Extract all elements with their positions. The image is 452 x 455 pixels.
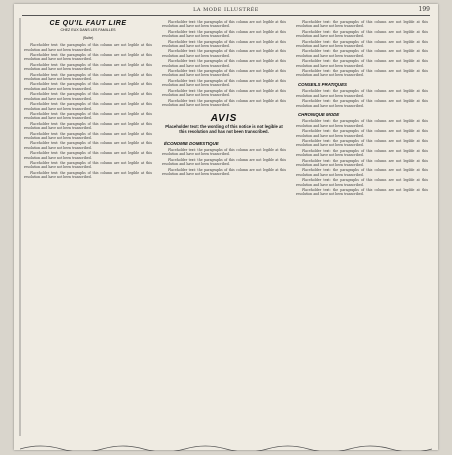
paragraph: Placeholder text: the paragraphs of this column are not legible at this resolution and have not been transcribed. — [24, 82, 152, 91]
paragraph: Placeholder text: the paragraphs of this column are not legible at this resolution and have not been transcribed. — [162, 49, 286, 58]
paragraph: Placeholder text: the paragraphs of this column are not legible at this resolution and have not been transcribed. — [24, 53, 152, 62]
paragraph: Placeholder text: the paragraphs of this column are not legible at this resolution and have not been transcribed. — [296, 20, 428, 29]
paragraph: Placeholder text: the paragraphs of this column are not legible at this resolution and have not been transcribed. — [162, 88, 286, 98]
paragraph: Placeholder text: the paragraphs of this column are not legible at this resolution and have not been transcribed. — [296, 29, 428, 39]
column-middle — [162, 20, 286, 436]
conseils-body — [296, 89, 428, 108]
paragraph: Placeholder text: the paragraphs of this column are not legible at this resolution and have not been transcribed. — [162, 147, 286, 157]
avis-notice — [162, 113, 286, 136]
paragraph: Placeholder text: the paragraphs of this column are not legible at this resolution and have not been transcribed. — [24, 121, 152, 131]
paragraph: Placeholder text: the paragraphs of this column are not legible at this resolution and have not been transcribed. — [24, 111, 152, 121]
paragraph: Placeholder text: the paragraphs of this column are not legible at this resolution and have not been transcribed. — [162, 29, 286, 39]
paragraph: Placeholder text: the paragraphs of this column are not legible at this resolution and have not been transcribed. — [162, 69, 286, 78]
avis-title: AVIS — [210, 113, 238, 125]
article-body-middle — [162, 20, 286, 107]
paragraph: Placeholder text: the paragraphs of this column are not legible at this resolution and have not been transcribed. — [24, 92, 152, 101]
paragraph: Placeholder text: the paragraphs of this column are not legible at this resolution and have not been transcribed. — [24, 62, 152, 72]
paragraph: Placeholder text: the paragraphs of this column are not legible at this resolution and have not been transcribed. — [296, 188, 428, 197]
newspaper-page — [14, 4, 438, 450]
paragraph: Placeholder text: the paragraphs of this column are not legible at this resolution and have not been transcribed. — [296, 99, 428, 108]
paragraph: Placeholder text: the paragraphs of this column are not legible at this resolution and have not been transcribed. — [296, 89, 428, 98]
paragraph: Placeholder text: the paragraphs of this column are not legible at this resolution and have not been transcribed. — [162, 20, 286, 29]
paragraph: Placeholder text: the paragraphs of this column are not legible at this resolution and have not been transcribed. — [162, 167, 286, 176]
article-part: (Suite) — [82, 35, 94, 40]
paragraph: Placeholder text: the paragraphs of this column are not legible at this resolution and have not been transcribed. — [296, 158, 428, 167]
paragraph: Placeholder text: the paragraphs of this column are not legible at this resolution and have not been transcribed. — [296, 168, 428, 177]
bottom-ornament — [20, 436, 432, 444]
paragraph: Placeholder text: the paragraphs of this column are not legible at this resolution and have not been transcribed. — [24, 43, 152, 52]
column-right — [296, 20, 428, 436]
chronique-body — [296, 119, 428, 197]
paragraph: Placeholder text: the paragraphs of this column are not legible at this resolution and have not been transcribed. — [296, 69, 428, 78]
header-rule — [22, 15, 430, 16]
chronique-title: CHRONIQUE MODE — [298, 111, 340, 117]
paragraph: Placeholder text: the paragraphs of this column are not legible at this resolution and have not been transcribed. — [296, 119, 428, 128]
column-left — [24, 20, 152, 436]
paragraph: Placeholder text: the paragraphs of this column are not legible at this resolution and have not been transcribed. — [296, 138, 428, 148]
paragraph: Placeholder text: the paragraphs of this column are not legible at this resolution and have not been transcribed. — [162, 39, 286, 49]
ornamental-frame-left — [18, 18, 22, 436]
paragraph: Placeholder text: the paragraphs of this column are not legible at this resolution and have not been transcribed. — [24, 102, 152, 111]
paragraph: Placeholder text: the paragraphs of this column are not legible at this resolution and have not been transcribed. — [296, 129, 428, 138]
paragraph: Placeholder text: the paragraphs of this column are not legible at this resolution and have not been transcribed. — [296, 178, 428, 187]
avis-text: Placeholder text: the wording of this notice is not legible at this resolution and has not been transcribed. — [165, 123, 283, 135]
paragraph: Placeholder text: the paragraphs of this column are not legible at this resolution and have not been transcribed. — [162, 157, 286, 167]
conseils-title: CONSEILS PRATIQUES — [298, 81, 347, 87]
paragraph: Placeholder text: the paragraphs of this column are not legible at this resolution and have not been transcribed. — [24, 151, 152, 160]
page-number: 199 — [418, 6, 430, 13]
article-body-left — [24, 43, 152, 179]
paragraph: Placeholder text: the paragraphs of this column are not legible at this resolution and have not been transcribed. — [24, 170, 152, 180]
right-body-top — [296, 20, 428, 78]
paragraph: Placeholder text: the paragraphs of this column are not legible at this resolution and have not been transcribed. — [296, 49, 428, 58]
article-title: CE QU'IL FAUT LIRE — [49, 20, 127, 27]
paragraph: Placeholder text: the paragraphs of this column are not legible at this resolution and have not been transcribed. — [24, 160, 152, 170]
paragraph: Placeholder text: the paragraphs of this column are not legible at this resolution and have not been transcribed. — [296, 39, 428, 49]
article-subtitle: CHEZ EUX DANS LES FAMILLES — [60, 28, 116, 33]
paragraph: Placeholder text: the paragraphs of this column are not legible at this resolution and have not been transcribed. — [24, 141, 152, 150]
paragraph: Placeholder text: the paragraphs of this column are not legible at this resolution and have not been transcribed. — [296, 148, 428, 158]
paragraph: Placeholder text: the paragraphs of this column are not legible at this resolution and have not been transcribed. — [162, 78, 286, 88]
paragraph: Placeholder text: the paragraphs of this column are not legible at this resolution and have not been transcribed. — [162, 98, 286, 107]
paragraph: Placeholder text: the paragraphs of this column are not legible at this resolution and have not been transcribed. — [296, 59, 428, 68]
paragraph: Placeholder text: the paragraphs of this column are not legible at this resolution and have not been transcribed. — [24, 72, 152, 82]
economie-title: ÉCONOMIE DOMESTIQUE — [164, 140, 219, 146]
running-title: LA MODE ILLUSTRÉE — [193, 7, 259, 13]
paragraph: Placeholder text: the paragraphs of this column are not legible at this resolution and have not been transcribed. — [162, 59, 286, 68]
economie-body — [162, 148, 286, 176]
paragraph: Placeholder text: the paragraphs of this column are not legible at this resolution and have not been transcribed. — [24, 131, 152, 140]
